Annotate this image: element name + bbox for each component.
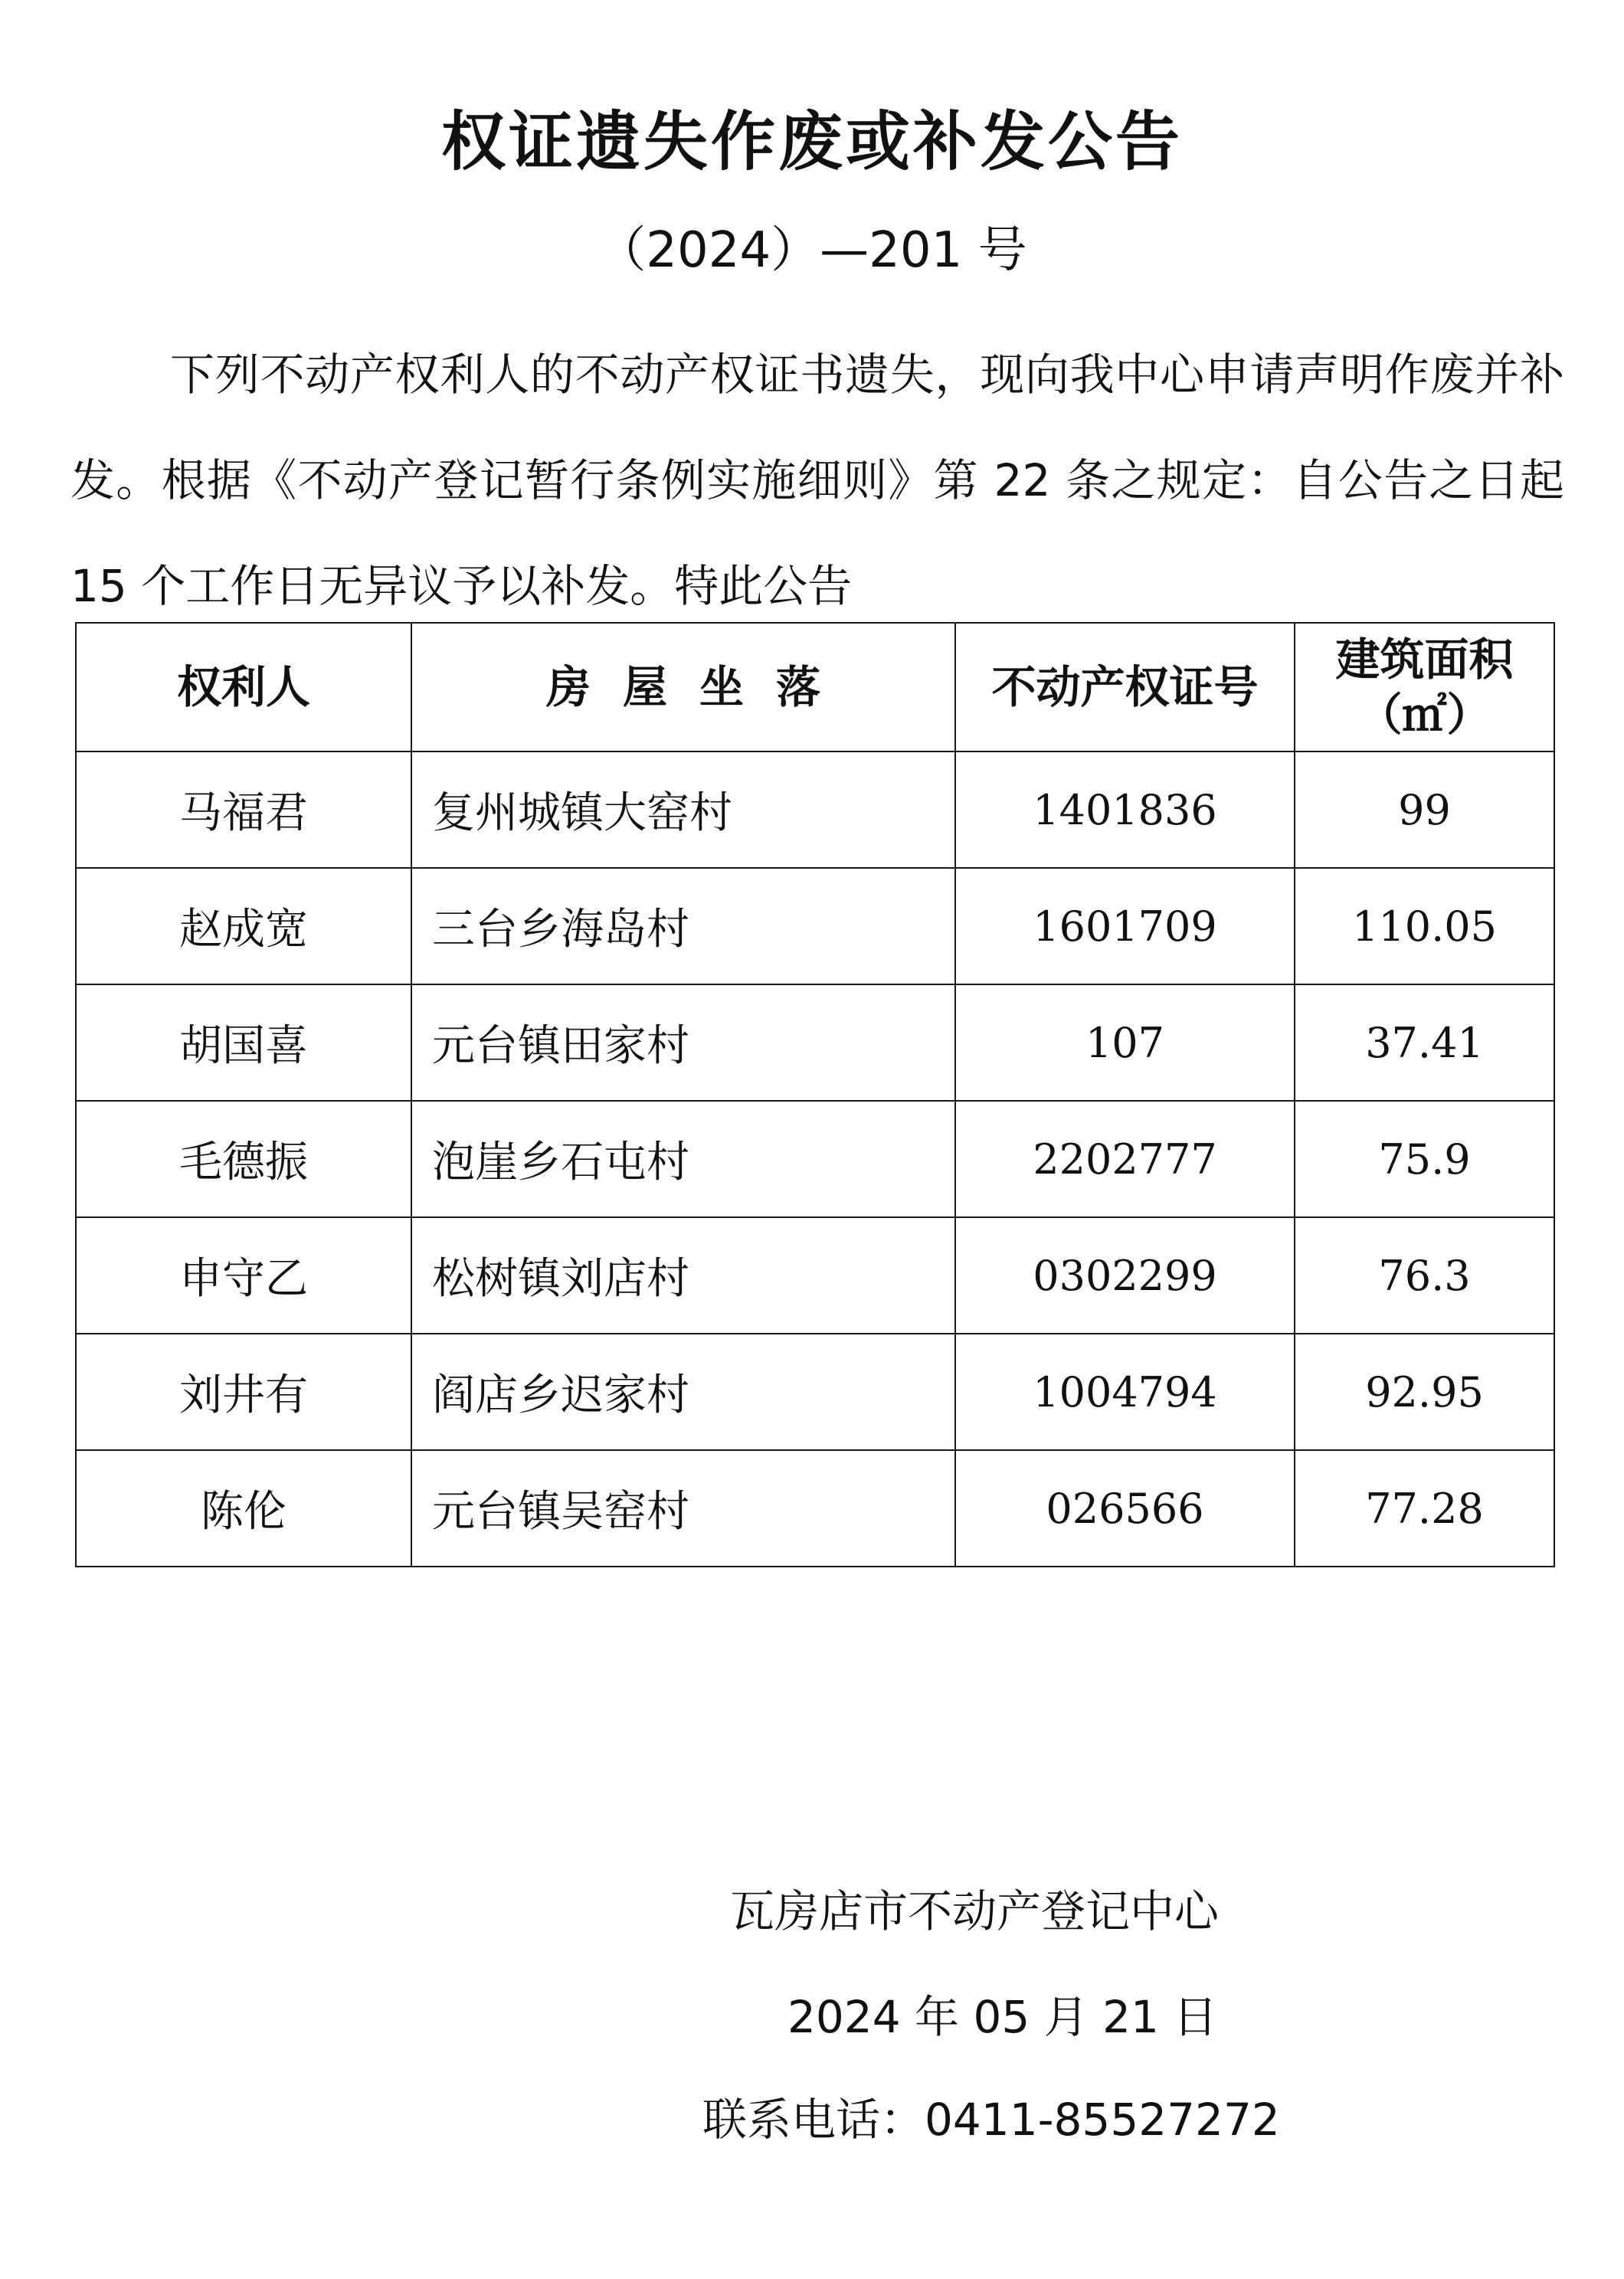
lost-certificate-table <box>75 622 1555 1567</box>
header-holder: 权利人 <box>76 623 411 751</box>
cell-location: 阎店乡迟家村 <box>411 1334 955 1450</box>
cell-holder: 胡国喜 <box>76 984 411 1101</box>
cell-location: 三台乡海岛村 <box>411 868 955 984</box>
cell-certificate: 026566 <box>955 1450 1295 1567</box>
cell-holder: 赵成宽 <box>76 868 411 984</box>
cell-holder: 毛德振 <box>76 1101 411 1217</box>
notice-body: 下列不动产权利人的不动产权证书遗失，现向我中心申请声明作废并补发。根据《不动产登记暂行条例实施细则》第 22 条之规定：自公告之日起 15 个工作日无异议予以补发。特此公告 <box>70 349 1564 612</box>
issue-date: 2024 年 05 月 21 日 <box>787 1991 1218 2043</box>
contact-phone: 联系电话：0411-85527272 <box>702 2094 1280 2146</box>
cell-location: 元台镇吴窑村 <box>411 1450 955 1567</box>
cell-holder: 陈伦 <box>76 1450 411 1567</box>
issuing-organization: 瓦房店市不动产登记中心 <box>730 1885 1220 1937</box>
cell-area: 37.41 <box>1295 984 1554 1101</box>
cell-certificate: 2202777 <box>955 1101 1295 1217</box>
header-location: 房屋坐落 <box>411 623 955 751</box>
table-row <box>76 1334 1554 1450</box>
table-row <box>76 1101 1554 1217</box>
table-header-row <box>76 623 1554 751</box>
header-area <box>1295 623 1554 751</box>
cell-area: 110.05 <box>1295 868 1554 984</box>
cell-certificate: 0302299 <box>955 1217 1295 1334</box>
header-certificate: 不动产权证号 <box>955 623 1295 751</box>
cell-certificate: 1401836 <box>955 751 1295 868</box>
cell-location: 复州城镇大窑村 <box>411 751 955 868</box>
table-row <box>76 984 1554 1101</box>
cell-area: 92.95 <box>1295 1334 1554 1450</box>
cell-certificate: 1004794 <box>955 1334 1295 1450</box>
table-row <box>76 751 1554 868</box>
cell-certificate: 1601709 <box>955 868 1295 984</box>
header-area-label: 建筑面积 <box>1335 634 1514 686</box>
cell-area: 75.9 <box>1295 1101 1554 1217</box>
table-row <box>76 868 1554 984</box>
notice-title: 权证遗失作废或补发公告 <box>440 104 1183 179</box>
cell-area: 76.3 <box>1295 1217 1554 1334</box>
cell-holder: 刘井有 <box>76 1334 411 1450</box>
table-row <box>76 1217 1554 1334</box>
cell-location: 泡崖乡石屯村 <box>411 1101 955 1217</box>
table-row <box>76 1450 1554 1567</box>
cell-area: 99 <box>1295 751 1554 868</box>
header-area-unit: （㎡） <box>1357 689 1491 741</box>
cell-area: 77.28 <box>1295 1450 1554 1567</box>
cell-certificate: 107 <box>955 984 1295 1101</box>
cell-location: 松树镇刘店村 <box>411 1217 955 1334</box>
cell-holder: 马福君 <box>76 751 411 868</box>
notice-number: （2024）—201 号 <box>597 222 1027 279</box>
cell-holder: 申守乙 <box>76 1217 411 1334</box>
cell-location: 元台镇田家村 <box>411 984 955 1101</box>
